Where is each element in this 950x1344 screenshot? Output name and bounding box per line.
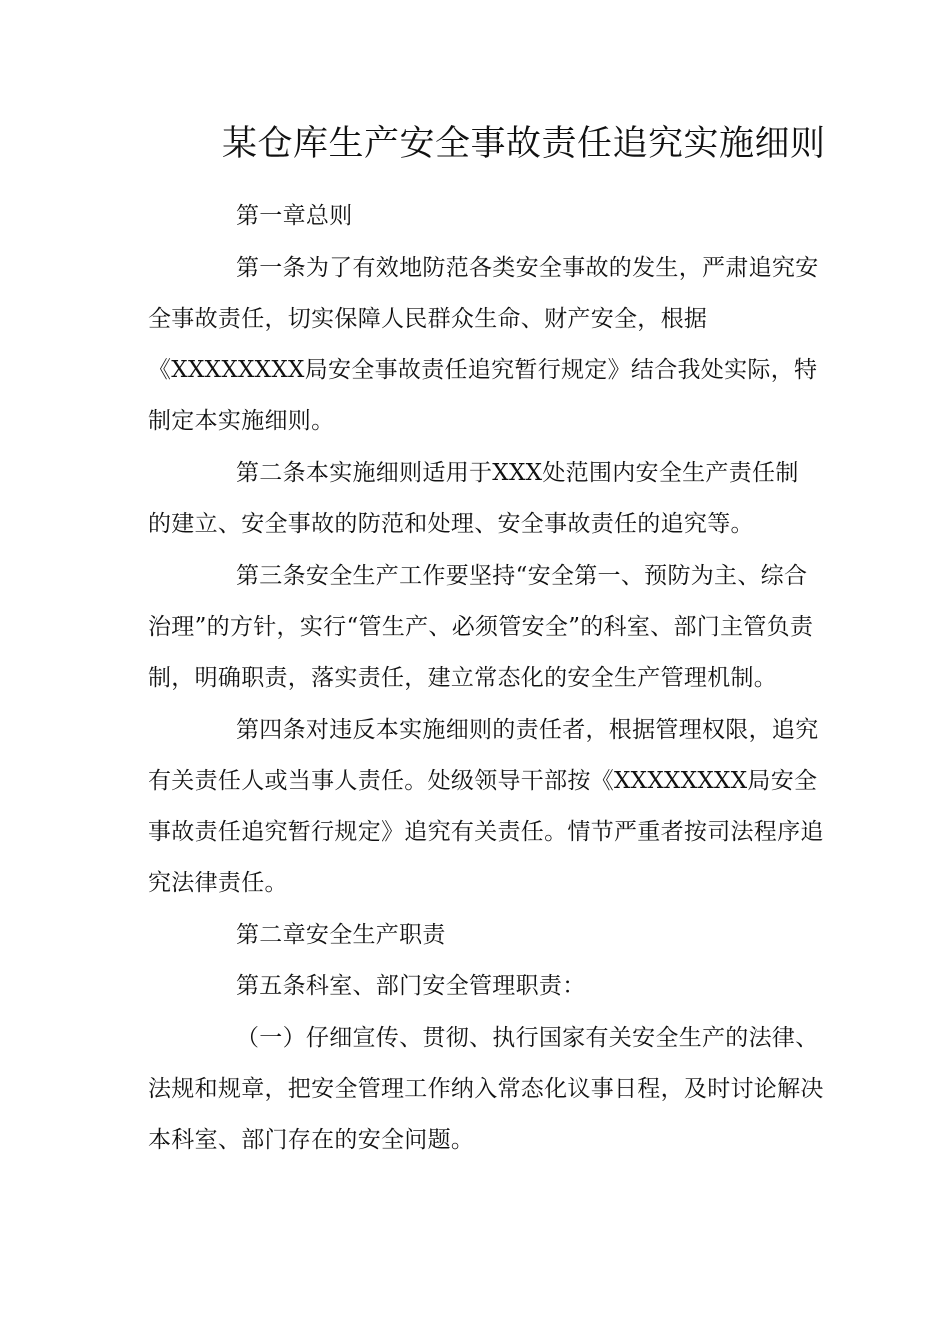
article-3-line-2: 治理”的方针，实行“管生产、必须管安全”的科室、部门主管负责 — [148, 614, 814, 640]
article-4-line-1: 第四条对违反本实施细则的责任者，根据管理权限，追究 — [236, 717, 819, 743]
document-title: 某仓库生产安全事故责任追究实施细则 — [222, 124, 826, 164]
article-4-line-4: 究法律责任。 — [148, 870, 288, 896]
article-4-line-2: 有关责任人或当事人责任。处级领导干部按《XXXXXXXX局安全 — [148, 768, 818, 794]
article-5-heading: 第五条科室、部门安全管理职责： — [236, 973, 586, 999]
clause-1-line-3: 本科室、部门存在的安全问题。 — [148, 1127, 475, 1153]
clause-1-line-2: 法规和规章，把安全管理工作纳入常态化议事日程，及时讨论解决 — [148, 1076, 824, 1102]
article-3-line-1: 第三条安全生产工作要坚持“安全第一、预防为主、综合 — [236, 563, 808, 589]
article-2-line-1: 第二条本实施细则适用于XXX处范围内安全生产责任制 — [236, 460, 799, 486]
article-4-line-3: 事故责任追究暂行规定》追究有关责任。情节严重者按司法程序追 — [148, 819, 824, 845]
article-3-line-3: 制，明确职责，落实责任，建立常态化的安全生产管理机制。 — [148, 665, 778, 691]
article-1-line-1: 第一条为了有效地防范各类安全事故的发生，严肃追究安 — [236, 255, 819, 281]
article-1-line-3: 《XXXXXXXX局安全事故责任追究暂行规定》结合我处实际，特 — [148, 357, 818, 383]
article-2-line-2: 的建立、安全事故的防范和处理、安全事故责任的追究等。 — [148, 511, 754, 537]
clause-1-line-1: （一）仔细宣传、贯彻、执行国家有关安全生产的法律、 — [236, 1025, 819, 1051]
article-1-line-4: 制定本实施细则。 — [148, 408, 335, 434]
chapter-1-heading: 第一章总则 — [236, 203, 353, 229]
chapter-2-heading: 第二章安全生产职责 — [236, 922, 446, 948]
article-1-line-2: 全事故责任，切实保障人民群众生命、财产安全，根据 — [148, 306, 708, 332]
